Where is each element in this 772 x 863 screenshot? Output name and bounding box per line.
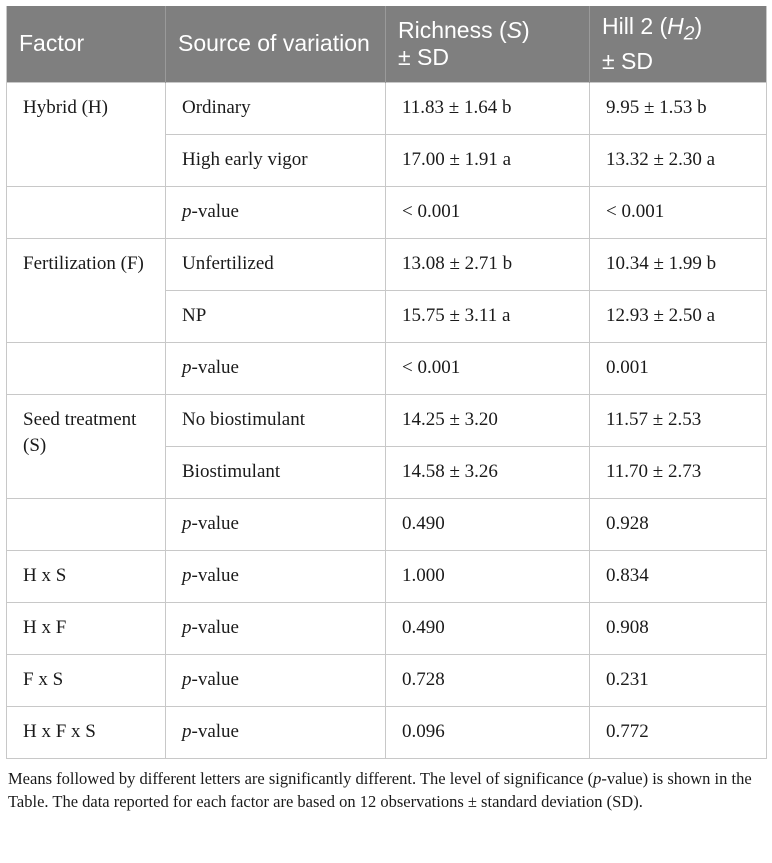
empty-factor-cell — [7, 186, 166, 238]
table-body — [7, 82, 767, 758]
hill-cell: 11.57 ± 2.53 — [590, 394, 767, 446]
hill-cell: 13.32 ± 2.30 a — [590, 134, 767, 186]
anova-table — [6, 6, 767, 759]
header-richness-sd: ± SD — [398, 43, 449, 70]
table-row — [7, 238, 767, 290]
hill-cell: 10.34 ± 1.99 b — [590, 238, 767, 290]
richness-cell: 0.096 — [386, 706, 590, 758]
pvalue-label — [166, 186, 386, 238]
pvalue-label — [166, 602, 386, 654]
richness-cell: 15.75 ± 3.11 a — [386, 290, 590, 342]
header-factor-text: Factor — [19, 30, 85, 57]
richness-cell: 0.728 — [386, 654, 590, 706]
pvalue-rest: -value — [191, 669, 239, 690]
table-row — [7, 342, 767, 394]
pvalue-rest: -value — [191, 721, 239, 742]
pvalue-label — [166, 706, 386, 758]
table-row — [7, 498, 767, 550]
header-source — [166, 6, 386, 82]
factor-hybrid: Hybrid (H) — [7, 82, 166, 186]
pvalue-p: p — [182, 357, 192, 378]
source-cell: NP — [166, 290, 386, 342]
table-header — [7, 6, 767, 82]
pvalue-p: p — [182, 669, 192, 690]
richness-cell: 14.25 ± 3.20 — [386, 394, 590, 446]
header-hill-var: H — [667, 12, 684, 39]
hill-cell: 0.928 — [590, 498, 767, 550]
pvalue-p: p — [182, 721, 192, 742]
header-richness-pre: Richness ( — [398, 16, 507, 43]
header-hill — [590, 6, 767, 82]
richness-cell: 17.00 ± 1.91 a — [386, 134, 590, 186]
footnote-part1: Means followed by different letters are significantly different. The level of significance ( — [8, 768, 594, 788]
footnote-p: p — [593, 768, 602, 788]
hill-cell: 0.834 — [590, 550, 767, 602]
table-container — [6, 6, 766, 813]
table-row — [7, 186, 767, 238]
footnote-part2: -value) is shown in the Table. The data reported for each factor are based on 12 observations ± standard deviation (SD). — [8, 768, 752, 811]
factor-fxs: F x S — [7, 654, 166, 706]
table-row — [7, 602, 767, 654]
header-factor — [7, 6, 166, 82]
header-hill-pre: Hill 2 ( — [602, 12, 668, 39]
factor-hxf: H x F — [7, 602, 166, 654]
richness-cell: 0.490 — [386, 498, 590, 550]
source-cell: Unfertilized — [166, 238, 386, 290]
header-source-text: Source of variation — [178, 30, 370, 57]
table-row — [7, 654, 767, 706]
pvalue-label — [166, 654, 386, 706]
source-cell: High early vigor — [166, 134, 386, 186]
hill-cell: 0.001 — [590, 342, 767, 394]
pvalue-rest: -value — [191, 513, 239, 534]
hill-cell: 12.93 ± 2.50 a — [590, 290, 767, 342]
factor-hxs: H x S — [7, 550, 166, 602]
factor-hxfxs: H x F x S — [7, 706, 166, 758]
hill-cell: 11.70 ± 2.73 — [590, 446, 767, 498]
richness-cell: < 0.001 — [386, 186, 590, 238]
pvalue-label — [166, 342, 386, 394]
pvalue-p: p — [182, 201, 192, 222]
hill-cell: 0.772 — [590, 706, 767, 758]
pvalue-label — [166, 498, 386, 550]
hill-cell: 9.95 ± 1.53 b — [590, 82, 767, 134]
header-row — [7, 6, 767, 82]
header-richness — [386, 6, 590, 82]
richness-cell: < 0.001 — [386, 342, 590, 394]
pvalue-rest: -value — [191, 565, 239, 586]
pvalue-rest: -value — [191, 357, 239, 378]
header-richness-var: S — [506, 16, 522, 43]
pvalue-p: p — [182, 513, 192, 534]
source-cell: Ordinary — [166, 82, 386, 134]
table-row — [7, 394, 767, 446]
pvalue-rest: -value — [191, 617, 239, 638]
richness-cell: 14.58 ± 3.26 — [386, 446, 590, 498]
richness-cell: 11.83 ± 1.64 b — [386, 82, 590, 134]
table-footnote — [6, 767, 766, 813]
pvalue-p: p — [182, 617, 192, 638]
header-richness-post: ) — [522, 16, 530, 43]
pvalue-label — [166, 550, 386, 602]
source-cell: Biostimulant — [166, 446, 386, 498]
pvalue-p: p — [182, 565, 192, 586]
header-hill-sub: 2 — [683, 23, 695, 45]
header-hill-post: ) — [694, 12, 703, 39]
factor-fertilization: Fertilization (F) — [7, 238, 166, 342]
table-row — [7, 706, 767, 758]
source-cell: No biostimulant — [166, 394, 386, 446]
richness-cell: 0.490 — [386, 602, 590, 654]
richness-cell: 13.08 ± 2.71 b — [386, 238, 590, 290]
empty-factor-cell — [7, 498, 166, 550]
richness-cell: 1.000 — [386, 550, 590, 602]
hill-cell: 0.231 — [590, 654, 767, 706]
pvalue-rest: -value — [191, 201, 239, 222]
empty-factor-cell — [7, 342, 166, 394]
hill-cell: 0.908 — [590, 602, 767, 654]
table-row — [7, 82, 767, 134]
hill-cell: < 0.001 — [590, 186, 767, 238]
factor-seed-treatment: Seed treatment (S) — [7, 394, 166, 498]
header-hill-sd: ± SD — [602, 47, 653, 74]
table-row — [7, 550, 767, 602]
